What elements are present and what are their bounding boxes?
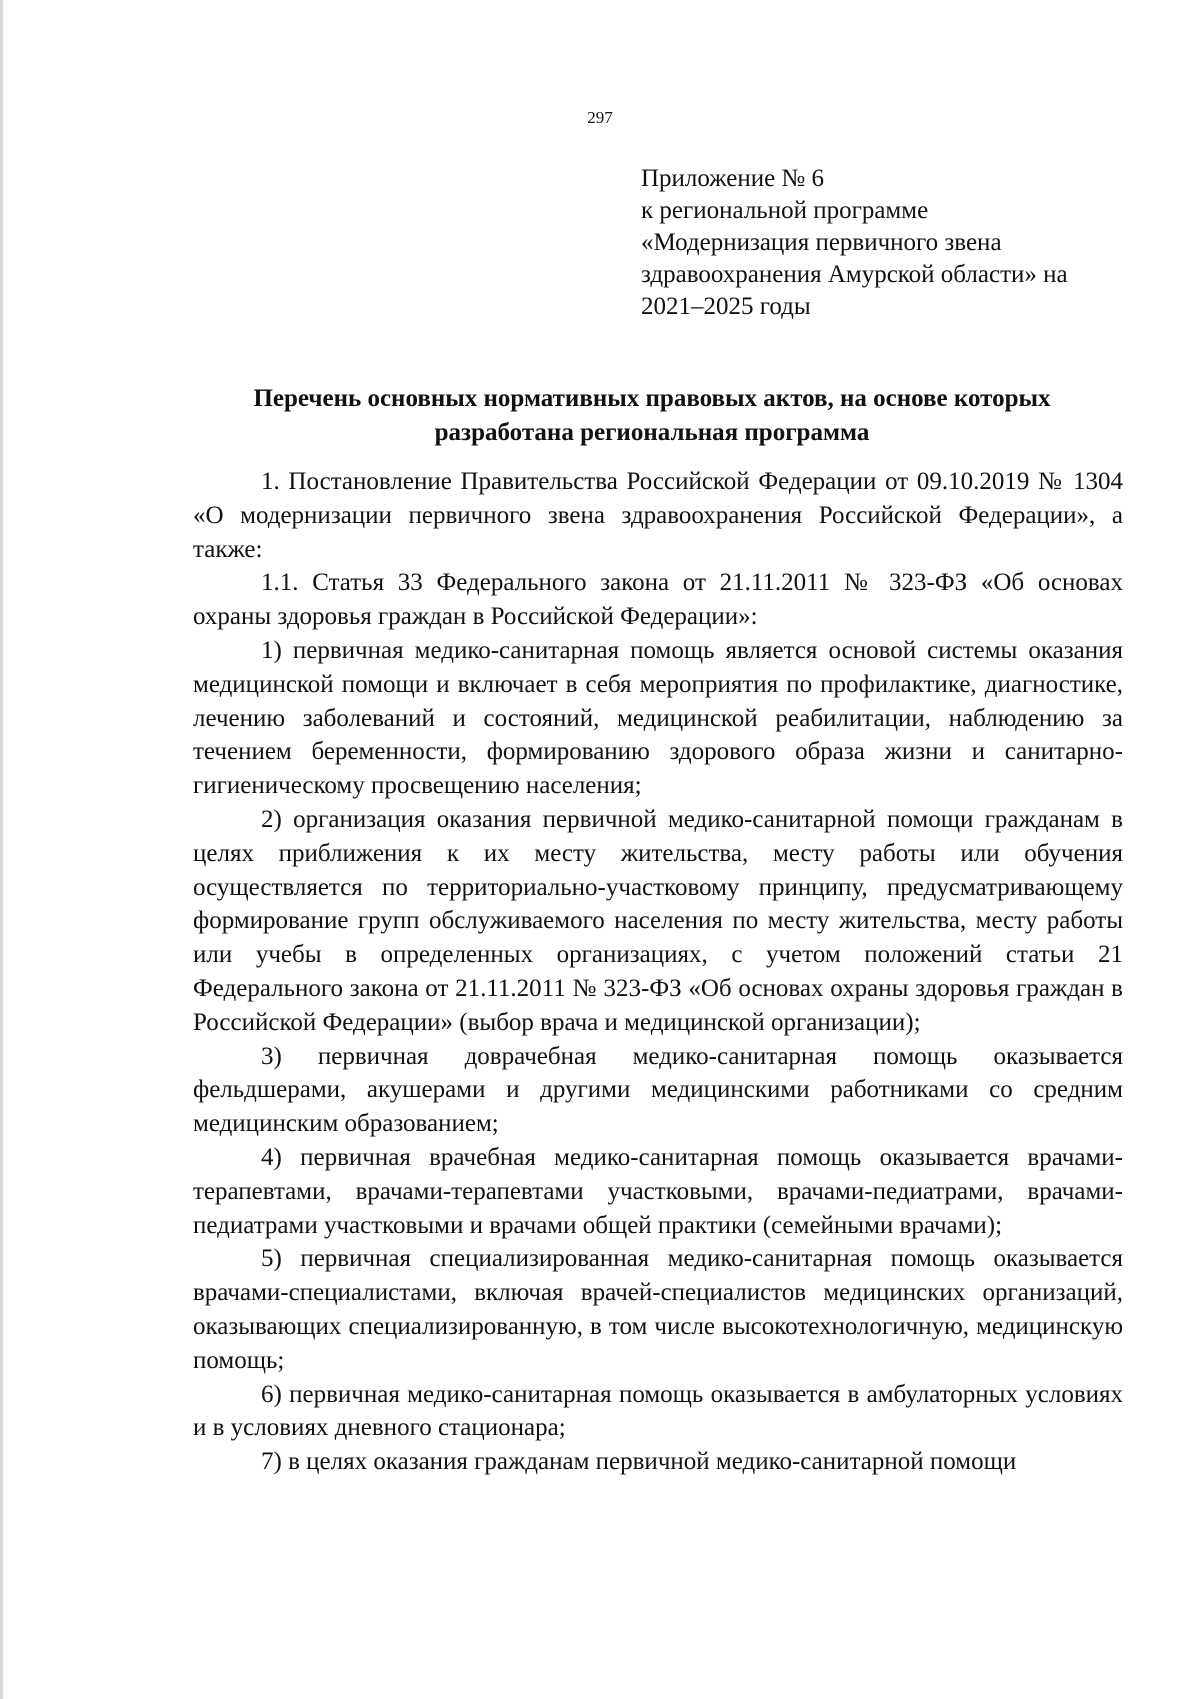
appendix-block — [641, 163, 1161, 323]
appendix-line: к региональной программе — [641, 197, 929, 224]
paragraph-item-7: 7) в целях оказания гражданам первичной медико-санитарной помощи — [261, 1448, 1017, 1476]
appendix-line: здравоохранения Амурской области» на — [641, 261, 1068, 288]
paragraph-item-4: 4) первичная врачебная медико-санитарная помощь оказывается врачами-терапевтами, врачами-терапевтами участковыми, врачами-педиатрами, врачами-педиатрами участковыми и врачами общей практики (семейными врачами); — [193, 1143, 1123, 1239]
appendix-line: Приложение № 6 — [641, 165, 825, 192]
document-title — [190, 382, 1114, 450]
title-line: разработана региональная программа — [434, 419, 870, 446]
paragraph-item-1: 1) первичная медико-санитарная помощь является основой системы оказания медицинской помощи и включает в себя мероприятия по профилактике, диагностике, лечению заболеваний и состояний, медицинской реабилитации, наблюдению за течением беременности, формированию здорового образа жизни и санитарно-гигиеническому просвещению населения; — [193, 636, 1123, 800]
appendix-line: «Модернизация первичного звена — [641, 229, 1002, 256]
paragraph-decree: 1. Постановление Правительства Российской Федерации от 09.10.2019 № 1304 «О модернизации первичного звена здравоохранения Российской Федерации», а также: — [193, 468, 1123, 563]
paragraph-item-6: 6) первичная медико-санитарная помощь оказывается в амбулаторных условиях и в условиях дневного стационара; — [193, 1380, 1123, 1442]
paragraph-item-3: 3) первичная доврачебная медико-санитарная помощь оказывается фельдшерами, акушерами и другими медицинскими работниками со средним медицинским образованием; — [193, 1042, 1123, 1138]
document-body — [193, 465, 1123, 1479]
appendix-line: 2021–2025 годы — [641, 293, 811, 320]
paragraph-item-5: 5) первичная специализированная медико-санитарная помощь оказывается врачами-специалистами, включая врачей-специалистов медицинских организаций, оказывающих специализированную, в том числе высокотехнологичную, медицинскую помощь; — [193, 1245, 1123, 1374]
paragraph-item-2: 2) организация оказания первичной медико-санитарной помощи гражданам в целях приближения к их месту жительства, месту работы или обучения осуществляется по территориально-участковому принципу, предусматривающему формирование групп обслуживаемого населения по месту жительства, месту работы или учебы в определенных организациях, с учетом положений статьи 21 Федерального закона от 21.11.2011 № 323-ФЗ «Об основах охраны здоровья граждан в Российской Федерации» (выбор врача и медицинской организации); — [193, 805, 1123, 1036]
paragraph-article-33: 1.1. Статья 33 Федерального закона от 21.11.2011 № 323-ФЗ «Об основах охраны здоровья граждан в Российской Федерации»: — [193, 569, 1123, 631]
page-number: 297 — [587, 108, 613, 127]
title-line: Перечень основных нормативных правовых актов, на основе которых — [253, 385, 1051, 412]
page-left-edge — [0, 0, 3, 1699]
